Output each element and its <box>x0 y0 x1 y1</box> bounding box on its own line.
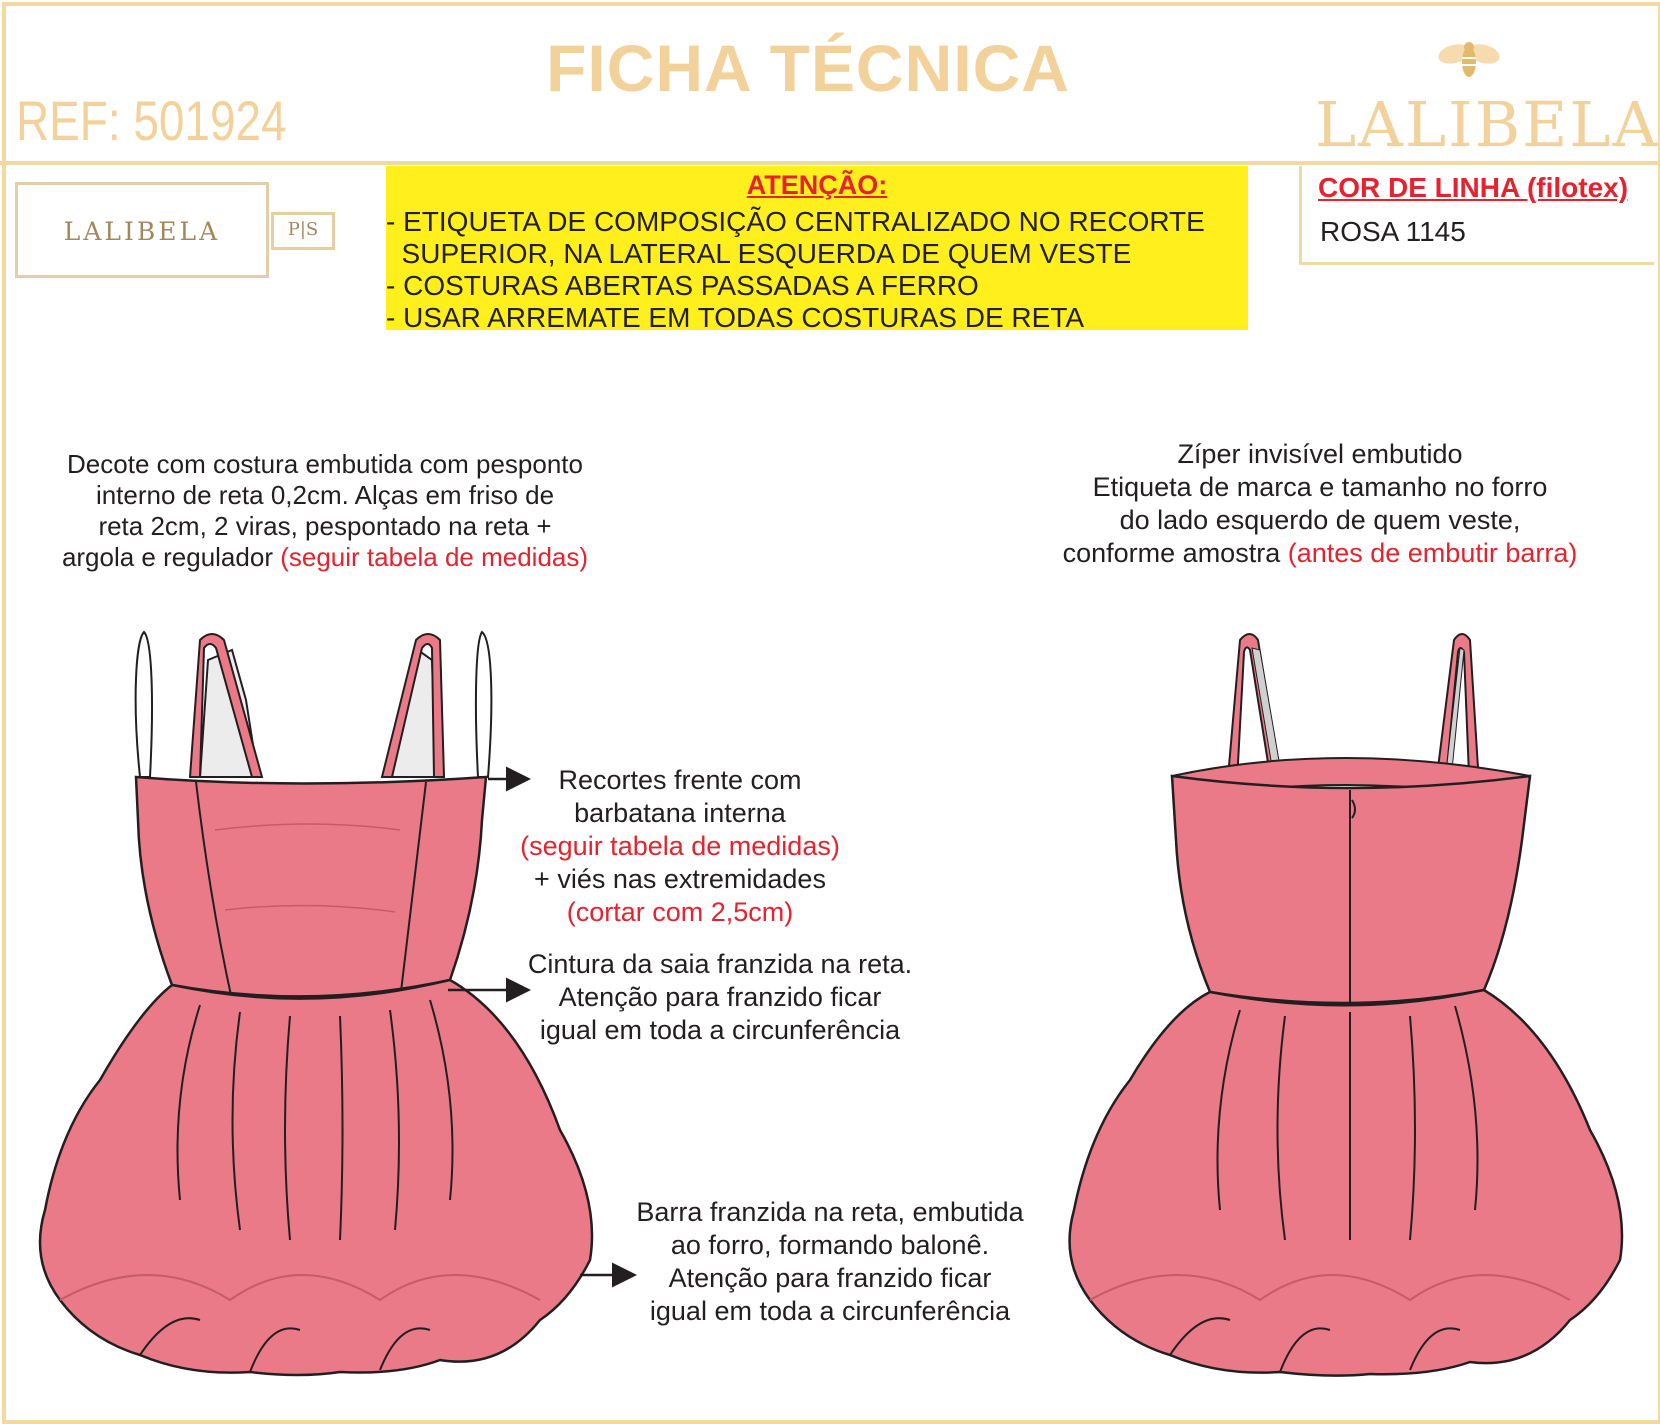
note-line: + viés nas extremidades <box>534 864 826 894</box>
note-red-text: (seguir tabela de medidas) <box>520 831 840 861</box>
page-title: FICHA TÉCNICA <box>546 31 1070 105</box>
attention-title: ATENÇÃO: <box>746 170 888 200</box>
note-line: Etiqueta de marca e tamanho no forro <box>1092 472 1548 502</box>
note-line: Atenção para franzido ficar <box>558 982 882 1012</box>
note-line: Recortes frente com <box>558 765 802 795</box>
size-tab: P|S <box>271 212 335 250</box>
note-line: Cintura da saia franzida na reta. <box>527 949 913 979</box>
note-line: barbatana interna <box>574 798 786 828</box>
note-line: ao forro, formando balonê. <box>670 1230 990 1260</box>
note-line: Decote com costura embutida com pesponto <box>67 449 583 479</box>
thread-color-value: ROSA 1145 <box>1320 216 1466 247</box>
note-line: Zíper invisível embutido <box>1177 439 1463 469</box>
note-line: reta 2cm, 2 viras, pespontado na reta + <box>98 511 552 541</box>
thread-color-title: COR DE LINHA (filotex) <box>1318 172 1629 203</box>
note-line: Atenção para franzido ficar <box>668 1263 992 1293</box>
note-red-text: (seguir tabela de medidas) <box>280 542 589 572</box>
front-dress-illustration <box>40 632 592 1375</box>
note-text: argola e regulador <box>61 542 281 572</box>
label-brand-text: LALIBELA <box>63 217 221 246</box>
attention-line: SUPERIOR, NA LATERAL ESQUERDA DE QUEM VESTE <box>386 238 1132 269</box>
note-line: do lado esquerdo de quem veste, <box>1119 505 1521 535</box>
note-line: Barra franzida na reta, embutida <box>636 1197 1024 1227</box>
attention-line: - ETIQUETA DE COMPOSIÇÃO CENTRALIZADO NO RECORTE <box>386 206 1205 237</box>
note-red-text: (antes de embutir barra) <box>1287 538 1578 568</box>
note-line: igual em toda a circunferência <box>649 1296 1011 1326</box>
note-red-text: (cortar com 2,5cm) <box>566 897 794 927</box>
note-text: conforme amostra <box>1062 538 1288 568</box>
attention-line: - COSTURAS ABERTAS PASSADAS A FERRO <box>386 270 979 301</box>
attention-line: - USAR ARREMATE EM TODAS COSTURAS DE RETA <box>386 302 1085 333</box>
reference-code: REF: 501924 <box>16 89 287 152</box>
brand-logo: LALIBELA <box>1315 88 1660 161</box>
note-line: igual em toda a circunferência <box>539 1015 901 1045</box>
back-dress-illustration <box>1070 634 1622 1376</box>
note-line: interno de reta 0,2cm. Alças em friso de <box>95 480 555 510</box>
